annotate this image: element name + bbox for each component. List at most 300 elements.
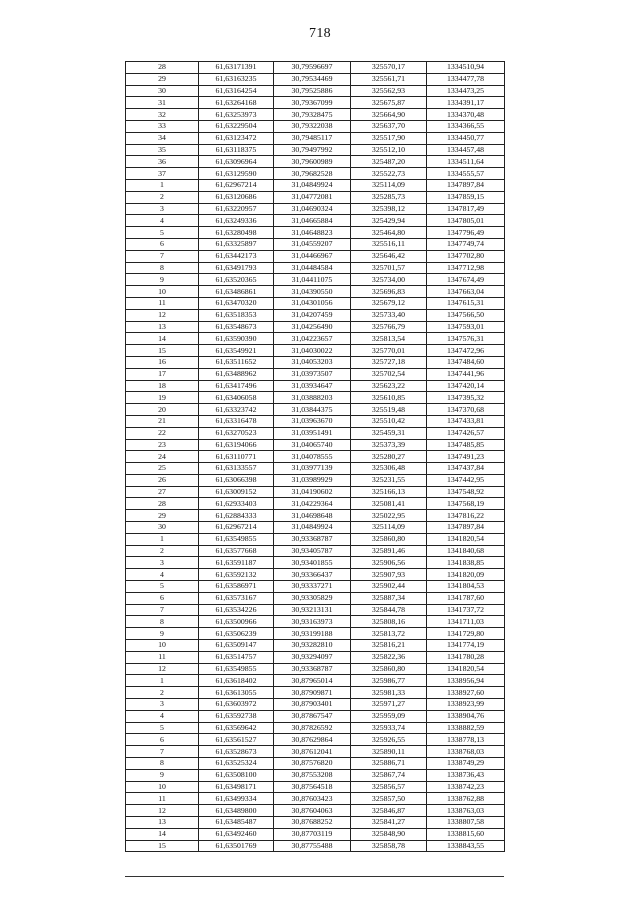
longitude-cell: 30,79497992	[274, 144, 351, 156]
table-row	[126, 616, 505, 628]
table-row	[126, 781, 505, 793]
longitude-cell: 31,03934647	[274, 380, 351, 392]
x-coordinate-cell: 325926,55	[351, 734, 427, 746]
table-row	[126, 238, 505, 250]
x-coordinate-cell: 325646,42	[351, 250, 427, 262]
x-coordinate-cell: 325610,85	[351, 392, 427, 404]
x-coordinate-cell: 325114,09	[351, 179, 427, 191]
y-coordinate-cell: 1347441,96	[427, 368, 505, 380]
point-number-cell: 13	[126, 817, 199, 829]
longitude-cell: 30,87909871	[274, 687, 351, 699]
point-number-cell: 12	[126, 805, 199, 817]
table-row	[126, 427, 505, 439]
x-coordinate-cell: 325907,93	[351, 569, 427, 581]
x-coordinate-cell: 325734,00	[351, 274, 427, 286]
x-coordinate-cell: 325887,34	[351, 592, 427, 604]
point-number-cell: 24	[126, 451, 199, 463]
latitude-cell: 61,63511652	[199, 356, 274, 368]
y-coordinate-cell: 1341780,28	[427, 651, 505, 663]
x-coordinate-cell: 325114,09	[351, 522, 427, 534]
y-coordinate-cell: 1338904,76	[427, 710, 505, 722]
latitude-cell: 61,63518353	[199, 309, 274, 321]
point-number-cell: 10	[126, 640, 199, 652]
latitude-cell: 61,63603972	[199, 699, 274, 711]
longitude-cell: 30,79600989	[274, 156, 351, 168]
latitude-cell: 61,62967214	[199, 522, 274, 534]
latitude-cell: 61,63118375	[199, 144, 274, 156]
table-row	[126, 62, 505, 74]
table-row	[126, 262, 505, 274]
x-coordinate-cell: 325808,16	[351, 616, 427, 628]
table-row	[126, 286, 505, 298]
longitude-cell: 30,93368787	[274, 663, 351, 675]
table-row	[126, 746, 505, 758]
point-number-cell: 15	[126, 345, 199, 357]
x-coordinate-cell: 325081,41	[351, 498, 427, 510]
longitude-cell: 31,04390550	[274, 286, 351, 298]
point-number-cell: 26	[126, 474, 199, 486]
latitude-cell: 61,63171391	[199, 62, 274, 74]
point-number-cell: 28	[126, 498, 199, 510]
y-coordinate-cell: 1341804,53	[427, 581, 505, 593]
y-coordinate-cell: 1341820,09	[427, 569, 505, 581]
latitude-cell: 61,63508100	[199, 769, 274, 781]
longitude-cell: 31,04484584	[274, 262, 351, 274]
x-coordinate-cell: 325816,21	[351, 640, 427, 652]
y-coordinate-cell: 1334457,48	[427, 144, 505, 156]
latitude-cell: 61,63590390	[199, 333, 274, 345]
latitude-cell: 61,63133557	[199, 463, 274, 475]
x-coordinate-cell: 325981,33	[351, 687, 427, 699]
point-number-cell: 9	[126, 628, 199, 640]
point-number-cell: 29	[126, 73, 199, 85]
latitude-cell: 61,63229504	[199, 120, 274, 132]
latitude-cell: 61,63573167	[199, 592, 274, 604]
point-number-cell: 4	[126, 569, 199, 581]
table-row	[126, 545, 505, 557]
point-number-cell: 35	[126, 144, 199, 156]
table-row	[126, 569, 505, 581]
y-coordinate-cell: 1338815,60	[427, 828, 505, 840]
longitude-cell: 31,04690324	[274, 203, 351, 215]
latitude-cell: 61,63486861	[199, 286, 274, 298]
x-coordinate-cell: 325022,95	[351, 510, 427, 522]
longitude-cell: 30,93199188	[274, 628, 351, 640]
table-row	[126, 356, 505, 368]
y-coordinate-cell: 1347859,15	[427, 191, 505, 203]
table-row	[126, 215, 505, 227]
point-number-cell: 12	[126, 663, 199, 675]
x-coordinate-cell: 325733,40	[351, 309, 427, 321]
point-number-cell: 12	[126, 309, 199, 321]
longitude-cell: 30,87826592	[274, 722, 351, 734]
longitude-cell: 30,93337271	[274, 581, 351, 593]
latitude-cell: 61,63525324	[199, 758, 274, 770]
point-number-cell: 27	[126, 486, 199, 498]
table-row	[126, 168, 505, 180]
table-row	[126, 533, 505, 545]
latitude-cell: 61,63561527	[199, 734, 274, 746]
table-row	[126, 345, 505, 357]
table-row	[126, 203, 505, 215]
longitude-cell: 31,04256490	[274, 321, 351, 333]
x-coordinate-cell: 325464,80	[351, 227, 427, 239]
y-coordinate-cell: 1338778,13	[427, 734, 505, 746]
point-number-cell: 7	[126, 250, 199, 262]
longitude-cell: 30,87688252	[274, 817, 351, 829]
longitude-cell: 31,04559207	[274, 238, 351, 250]
x-coordinate-cell: 325701,57	[351, 262, 427, 274]
y-coordinate-cell: 1347548,92	[427, 486, 505, 498]
point-number-cell: 32	[126, 109, 199, 121]
longitude-cell: 30,87564518	[274, 781, 351, 793]
y-coordinate-cell: 1347712,98	[427, 262, 505, 274]
x-coordinate-cell: 325986,77	[351, 675, 427, 687]
table-row	[126, 380, 505, 392]
table-row	[126, 120, 505, 132]
y-coordinate-cell: 1347437,84	[427, 463, 505, 475]
latitude-cell: 61,63528673	[199, 746, 274, 758]
y-coordinate-cell: 1347805,01	[427, 215, 505, 227]
point-number-cell: 11	[126, 297, 199, 309]
table-row	[126, 333, 505, 345]
latitude-cell: 61,63549921	[199, 345, 274, 357]
longitude-cell: 30,79485117	[274, 132, 351, 144]
longitude-cell: 31,04207459	[274, 309, 351, 321]
y-coordinate-cell: 1347491,23	[427, 451, 505, 463]
latitude-cell: 61,63509147	[199, 640, 274, 652]
page-number: 718	[309, 26, 331, 41]
point-number-cell: 5	[126, 581, 199, 593]
y-coordinate-cell: 1341787,60	[427, 592, 505, 604]
x-coordinate-cell: 325231,55	[351, 474, 427, 486]
point-number-cell: 13	[126, 321, 199, 333]
latitude-cell: 61,63514757	[199, 651, 274, 663]
latitude-cell: 61,63488962	[199, 368, 274, 380]
x-coordinate-cell: 325933,74	[351, 722, 427, 734]
point-number-cell: 3	[126, 203, 199, 215]
table-row	[126, 557, 505, 569]
x-coordinate-cell: 325848,90	[351, 828, 427, 840]
x-coordinate-cell: 325373,39	[351, 439, 427, 451]
longitude-cell: 31,04849924	[274, 522, 351, 534]
x-coordinate-cell: 325512,10	[351, 144, 427, 156]
latitude-cell: 61,63499334	[199, 793, 274, 805]
y-coordinate-cell: 1347395,32	[427, 392, 505, 404]
longitude-cell: 30,87903401	[274, 699, 351, 711]
table-row	[126, 85, 505, 97]
x-coordinate-cell: 325902,44	[351, 581, 427, 593]
y-coordinate-cell: 1338742,23	[427, 781, 505, 793]
point-number-cell: 22	[126, 427, 199, 439]
point-number-cell: 8	[126, 758, 199, 770]
x-coordinate-cell: 325679,12	[351, 297, 427, 309]
longitude-cell: 30,79596697	[274, 62, 351, 74]
point-number-cell: 28	[126, 62, 199, 74]
point-number-cell: 8	[126, 262, 199, 274]
latitude-cell: 61,63096964	[199, 156, 274, 168]
point-number-cell: 3	[126, 699, 199, 711]
longitude-cell: 30,93366437	[274, 569, 351, 581]
x-coordinate-cell: 325886,71	[351, 758, 427, 770]
x-coordinate-cell: 325891,46	[351, 545, 427, 557]
table-row	[126, 486, 505, 498]
x-coordinate-cell: 325166,13	[351, 486, 427, 498]
x-coordinate-cell: 325285,73	[351, 191, 427, 203]
longitude-cell: 30,79328475	[274, 109, 351, 121]
longitude-cell: 30,93282810	[274, 640, 351, 652]
latitude-cell: 61,63498171	[199, 781, 274, 793]
longitude-cell: 30,87965014	[274, 675, 351, 687]
y-coordinate-cell: 1347433,81	[427, 415, 505, 427]
table-row	[126, 699, 505, 711]
x-coordinate-cell: 325890,11	[351, 746, 427, 758]
latitude-cell: 61,63120686	[199, 191, 274, 203]
table-row	[126, 651, 505, 663]
y-coordinate-cell: 1338736,43	[427, 769, 505, 781]
y-coordinate-cell: 1334473,25	[427, 85, 505, 97]
longitude-cell: 31,04411075	[274, 274, 351, 286]
table-row	[126, 817, 505, 829]
x-coordinate-cell: 325857,50	[351, 793, 427, 805]
table-row	[126, 687, 505, 699]
latitude-cell: 61,63501769	[199, 840, 274, 852]
y-coordinate-cell: 1341820,54	[427, 663, 505, 675]
point-number-cell: 16	[126, 356, 199, 368]
y-coordinate-cell: 1341840,68	[427, 545, 505, 557]
y-coordinate-cell: 1334477,78	[427, 73, 505, 85]
x-coordinate-cell: 325487,20	[351, 156, 427, 168]
table-row	[126, 498, 505, 510]
table-row	[126, 769, 505, 781]
point-number-cell: 1	[126, 675, 199, 687]
longitude-cell: 31,04466967	[274, 250, 351, 262]
x-coordinate-cell: 325280,27	[351, 451, 427, 463]
y-coordinate-cell: 1341711,03	[427, 616, 505, 628]
y-coordinate-cell: 1347484,60	[427, 356, 505, 368]
latitude-cell: 61,63500966	[199, 616, 274, 628]
longitude-cell: 31,04053203	[274, 356, 351, 368]
latitude-cell: 61,63520365	[199, 274, 274, 286]
latitude-cell: 61,63613055	[199, 687, 274, 699]
table-row	[126, 274, 505, 286]
longitude-cell: 31,04078555	[274, 451, 351, 463]
latitude-cell: 61,63591187	[199, 557, 274, 569]
x-coordinate-cell: 325522,73	[351, 168, 427, 180]
y-coordinate-cell: 1347796,49	[427, 227, 505, 239]
latitude-cell: 61,63549855	[199, 663, 274, 675]
table-row	[126, 463, 505, 475]
latitude-cell: 61,63489800	[199, 805, 274, 817]
longitude-cell: 30,87604063	[274, 805, 351, 817]
y-coordinate-cell: 1341838,85	[427, 557, 505, 569]
y-coordinate-cell: 1334450,77	[427, 132, 505, 144]
longitude-cell: 31,04223657	[274, 333, 351, 345]
x-coordinate-cell: 325519,48	[351, 404, 427, 416]
y-coordinate-cell: 1334366,55	[427, 120, 505, 132]
point-number-cell: 31	[126, 97, 199, 109]
y-coordinate-cell: 1334391,17	[427, 97, 505, 109]
longitude-cell: 31,04301056	[274, 297, 351, 309]
longitude-cell: 30,87553208	[274, 769, 351, 781]
table-row	[126, 97, 505, 109]
point-number-cell: 33	[126, 120, 199, 132]
y-coordinate-cell: 1338923,99	[427, 699, 505, 711]
latitude-cell: 61,63280498	[199, 227, 274, 239]
longitude-cell: 31,03977139	[274, 463, 351, 475]
point-number-cell: 19	[126, 392, 199, 404]
latitude-cell: 61,63491793	[199, 262, 274, 274]
latitude-cell: 61,63009152	[199, 486, 274, 498]
longitude-cell: 30,93213131	[274, 604, 351, 616]
y-coordinate-cell: 1347897,84	[427, 179, 505, 191]
longitude-cell: 30,93163973	[274, 616, 351, 628]
table-row	[126, 156, 505, 168]
table-row	[126, 734, 505, 746]
y-coordinate-cell: 1334511,64	[427, 156, 505, 168]
point-number-cell: 30	[126, 522, 199, 534]
y-coordinate-cell: 1338762,88	[427, 793, 505, 805]
point-number-cell: 30	[126, 85, 199, 97]
y-coordinate-cell: 1338807,58	[427, 817, 505, 829]
table-row	[126, 628, 505, 640]
x-coordinate-cell: 325702,54	[351, 368, 427, 380]
x-coordinate-cell: 325770,01	[351, 345, 427, 357]
table-row	[126, 581, 505, 593]
y-coordinate-cell: 1338768,03	[427, 746, 505, 758]
table-row	[126, 828, 505, 840]
longitude-cell: 30,87629864	[274, 734, 351, 746]
point-number-cell: 29	[126, 510, 199, 522]
y-coordinate-cell: 1347897,84	[427, 522, 505, 534]
y-coordinate-cell: 1334510,94	[427, 62, 505, 74]
latitude-cell: 61,63485487	[199, 817, 274, 829]
y-coordinate-cell: 1347817,49	[427, 203, 505, 215]
longitude-cell: 30,79525886	[274, 85, 351, 97]
latitude-cell: 61,63549855	[199, 533, 274, 545]
table-row	[126, 793, 505, 805]
longitude-cell: 30,87867547	[274, 710, 351, 722]
y-coordinate-cell: 1347566,50	[427, 309, 505, 321]
y-coordinate-cell: 1347663,04	[427, 286, 505, 298]
latitude-cell: 61,63470320	[199, 297, 274, 309]
longitude-cell: 30,87576820	[274, 758, 351, 770]
point-number-cell: 2	[126, 191, 199, 203]
table-row	[126, 522, 505, 534]
point-number-cell: 34	[126, 132, 199, 144]
latitude-cell: 61,63123472	[199, 132, 274, 144]
x-coordinate-cell: 325637,70	[351, 120, 427, 132]
x-coordinate-cell: 325860,80	[351, 533, 427, 545]
latitude-cell: 61,63506239	[199, 628, 274, 640]
x-coordinate-cell: 325959,09	[351, 710, 427, 722]
y-coordinate-cell: 1338843,55	[427, 840, 505, 852]
y-coordinate-cell: 1347615,31	[427, 297, 505, 309]
x-coordinate-cell: 325517,90	[351, 132, 427, 144]
x-coordinate-cell: 325766,79	[351, 321, 427, 333]
footer-rule	[125, 876, 504, 877]
table-row	[126, 368, 505, 380]
y-coordinate-cell: 1347472,96	[427, 345, 505, 357]
y-coordinate-cell: 1347702,80	[427, 250, 505, 262]
longitude-cell: 31,03888203	[274, 392, 351, 404]
y-coordinate-cell: 1347426,57	[427, 427, 505, 439]
longitude-cell: 31,03951491	[274, 427, 351, 439]
latitude-cell: 61,63323742	[199, 404, 274, 416]
latitude-cell: 61,63577668	[199, 545, 274, 557]
y-coordinate-cell: 1347485,85	[427, 439, 505, 451]
latitude-cell: 61,63220957	[199, 203, 274, 215]
point-number-cell: 18	[126, 380, 199, 392]
point-number-cell: 2	[126, 687, 199, 699]
longitude-cell: 30,87603423	[274, 793, 351, 805]
x-coordinate-cell: 325429,94	[351, 215, 427, 227]
point-number-cell: 3	[126, 557, 199, 569]
point-number-cell: 7	[126, 746, 199, 758]
x-coordinate-cell: 325906,56	[351, 557, 427, 569]
y-coordinate-cell: 1347674,49	[427, 274, 505, 286]
table-row	[126, 592, 505, 604]
point-number-cell: 25	[126, 463, 199, 475]
point-number-cell: 6	[126, 238, 199, 250]
point-number-cell: 8	[126, 616, 199, 628]
x-coordinate-cell: 325570,17	[351, 62, 427, 74]
point-number-cell: 7	[126, 604, 199, 616]
x-coordinate-cell: 325856,57	[351, 781, 427, 793]
longitude-cell: 30,93305829	[274, 592, 351, 604]
x-coordinate-cell: 325459,31	[351, 427, 427, 439]
y-coordinate-cell: 1347568,19	[427, 498, 505, 510]
x-coordinate-cell: 325841,27	[351, 817, 427, 829]
latitude-cell: 61,63548673	[199, 321, 274, 333]
x-coordinate-cell: 325971,27	[351, 699, 427, 711]
latitude-cell: 61,63249336	[199, 215, 274, 227]
y-coordinate-cell: 1347442,95	[427, 474, 505, 486]
y-coordinate-cell: 1341729,80	[427, 628, 505, 640]
longitude-cell: 31,04849924	[274, 179, 351, 191]
longitude-cell: 30,87755488	[274, 840, 351, 852]
point-number-cell: 5	[126, 227, 199, 239]
x-coordinate-cell: 325813,54	[351, 333, 427, 345]
x-coordinate-cell: 325867,74	[351, 769, 427, 781]
y-coordinate-cell: 1338927,60	[427, 687, 505, 699]
point-number-cell: 14	[126, 828, 199, 840]
latitude-cell: 61,62933403	[199, 498, 274, 510]
y-coordinate-cell: 1347593,01	[427, 321, 505, 333]
table-row	[126, 392, 505, 404]
x-coordinate-cell: 325727,18	[351, 356, 427, 368]
longitude-cell: 31,04030022	[274, 345, 351, 357]
point-number-cell: 21	[126, 415, 199, 427]
latitude-cell: 61,63406058	[199, 392, 274, 404]
table-row	[126, 144, 505, 156]
x-coordinate-cell: 325562,93	[351, 85, 427, 97]
point-number-cell: 11	[126, 651, 199, 663]
longitude-cell: 30,93401855	[274, 557, 351, 569]
latitude-cell: 61,63442173	[199, 250, 274, 262]
point-number-cell: 15	[126, 840, 199, 852]
latitude-cell: 61,63194066	[199, 439, 274, 451]
x-coordinate-cell: 325623,22	[351, 380, 427, 392]
point-number-cell: 9	[126, 274, 199, 286]
longitude-cell: 31,03973507	[274, 368, 351, 380]
longitude-cell: 30,79322038	[274, 120, 351, 132]
table-row	[126, 321, 505, 333]
longitude-cell: 31,04772081	[274, 191, 351, 203]
longitude-cell: 31,04190602	[274, 486, 351, 498]
y-coordinate-cell: 1347749,74	[427, 238, 505, 250]
latitude-cell: 61,63066398	[199, 474, 274, 486]
